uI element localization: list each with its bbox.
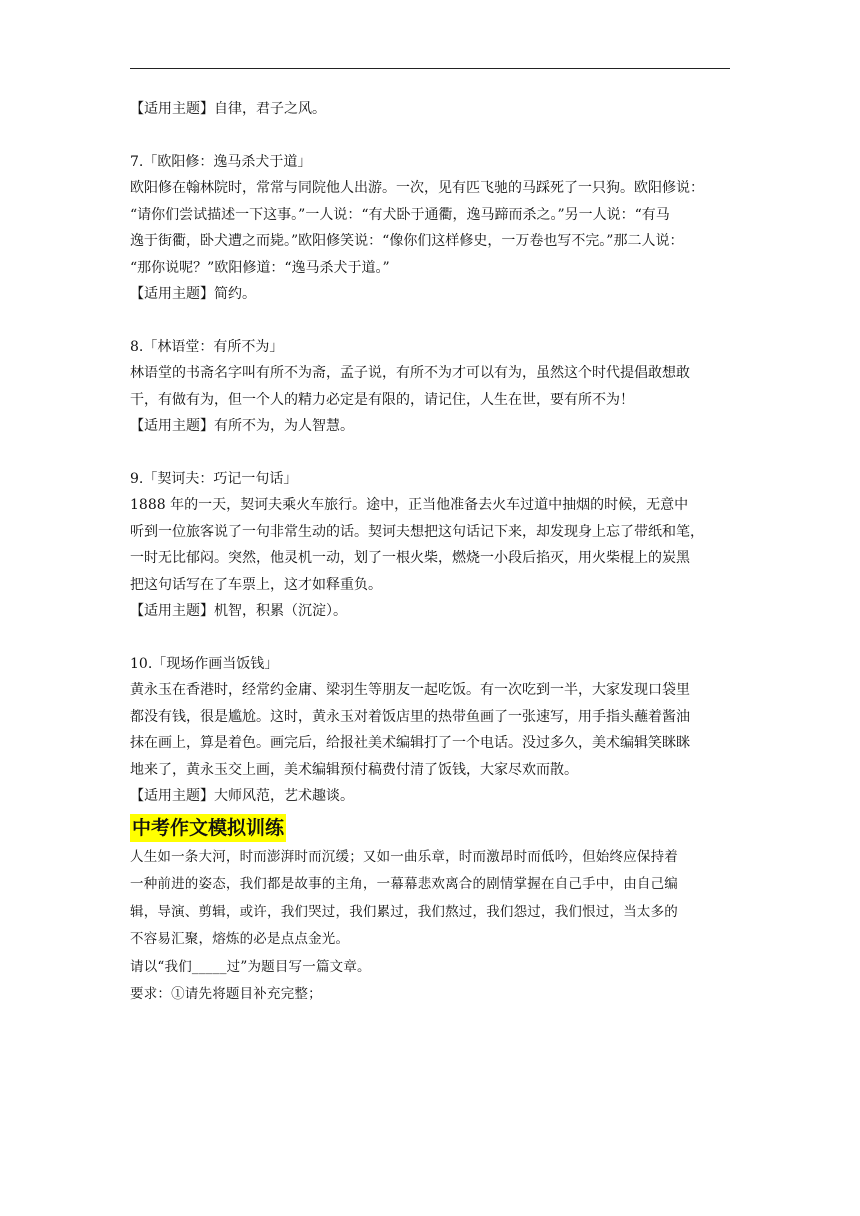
story-9 — [130, 466, 730, 625]
story-title: 9.「契诃夫：巧记一句话」 — [130, 470, 298, 487]
theme-line: 【适用主题】简约。 — [130, 286, 256, 302]
header-rule — [130, 68, 730, 69]
story-text-line: 干，有做有为，但一个人的精力必定是有限的，请记住，人生在世，要有所不为！ — [130, 391, 634, 408]
story-text-line: 把这句话写在了车票上，这才如释重负。 — [130, 576, 382, 593]
prompt-text-line: 不容易汇聚，熔炼的必是点点金光。 — [130, 931, 350, 947]
story-text-line: 林语堂的书斋名字叫有所不为斋，孟子说，有所不为才可以有为，虽然这个时代提倡敢想敢 — [130, 365, 690, 381]
theme-line: 【适用主题】机智，积累（沉淀）。 — [130, 603, 347, 619]
document-body — [130, 96, 730, 1009]
story-text-line: 黄永玉在香港时，经常约金庸、梁羽生等朋友一起吃饭。有一次吃到一半，大家发现口袋里 — [130, 682, 690, 698]
story-text-line: 地来了，黄永玉交上画，美术编辑预付稿费付清了饭钱，大家尽欢而散。 — [130, 761, 578, 778]
story-text-line: 听到一位旅客说了一句非常生动的话。契诃夫想把这句话记下来，却发现身上忘了带纸和笔， — [130, 523, 704, 540]
section-heading: 中考作文模拟训练 — [130, 814, 286, 842]
story-text-line: 1888 年的一天，契诃夫乘火车旅行。途中，正当他准备去火车过道中抽烟的时候，无意中 — [130, 497, 689, 513]
story-text-line: 一时无比郁闷。突然，他灵机一动，划了一根火柴，燃烧一小段后掐灭，用火柴棍上的炭黑 — [130, 550, 690, 566]
story-text-line: 都没有钱，很是尴尬。这时，黄永玉对着饭店里的热带鱼画了一张速写，用手指头蘸着酱油 — [130, 708, 690, 725]
prompt-task: 请以“我们_____过”为题目写一篇文章。 — [130, 958, 371, 975]
story-text-line: 抹在画上，算是着色。画完后，给报社美术编辑打了一个电话。没过多久，美术编辑笑眯眯 — [130, 735, 690, 751]
story-10 — [130, 651, 730, 810]
story-title: 7.「欧阳修：逸马杀犬于道」 — [130, 153, 312, 170]
theme-line: 【适用主题】有所不为，为人智慧。 — [130, 418, 354, 434]
theme-line: 【适用主题】大师风范，艺术趣谈。 — [130, 788, 354, 804]
prompt-text-line: 一种前进的姿态，我们都是故事的主角，一幕幕悲欢离合的剧情掌握在自己手中，由自己编 — [130, 876, 678, 892]
story-7 — [130, 149, 730, 308]
writing-prompt — [130, 844, 730, 1009]
prompt-text-line: 辑，导演、剪辑，或许，我们哭过，我们累过，我们熬过，我们怨过，我们恨过，当太多的 — [130, 903, 678, 920]
story-title: 10.「现场作画当饭钱」 — [130, 655, 279, 672]
prompt-text-line: 人生如一条大河，时而澎湃时而沉缓；又如一曲乐章，时而激昂时而低吟，但始终应保持着 — [130, 848, 678, 865]
theme-line-6: 【适用主题】自律，君子之风。 — [130, 101, 326, 117]
prompt-requirement: 要求：①请先将题目补充完整； — [130, 986, 322, 1002]
story-title: 8.「林语堂：有所不为」 — [130, 338, 284, 355]
story-8 — [130, 334, 730, 440]
story-text-line: “那你说呢？”欧阳修道：“逸马杀犬于道。” — [130, 259, 390, 276]
story-text-line: 逸于街衢，卧犬遭之而毙。”欧阳修笑说：“像你们这样修史，一万卷也写不完。”那二人说： — [130, 233, 684, 249]
story-text-line: “请你们尝试描述一下这事。”一人说：“有犬卧于通衢，逸马蹄而杀之。”另一人说：“有马 — [130, 206, 670, 223]
story-text-line: 欧阳修在翰林院时，常常与同院他人出游。一次，见有匹飞驰的马踩死了一只狗。欧阳修说： — [130, 180, 704, 196]
